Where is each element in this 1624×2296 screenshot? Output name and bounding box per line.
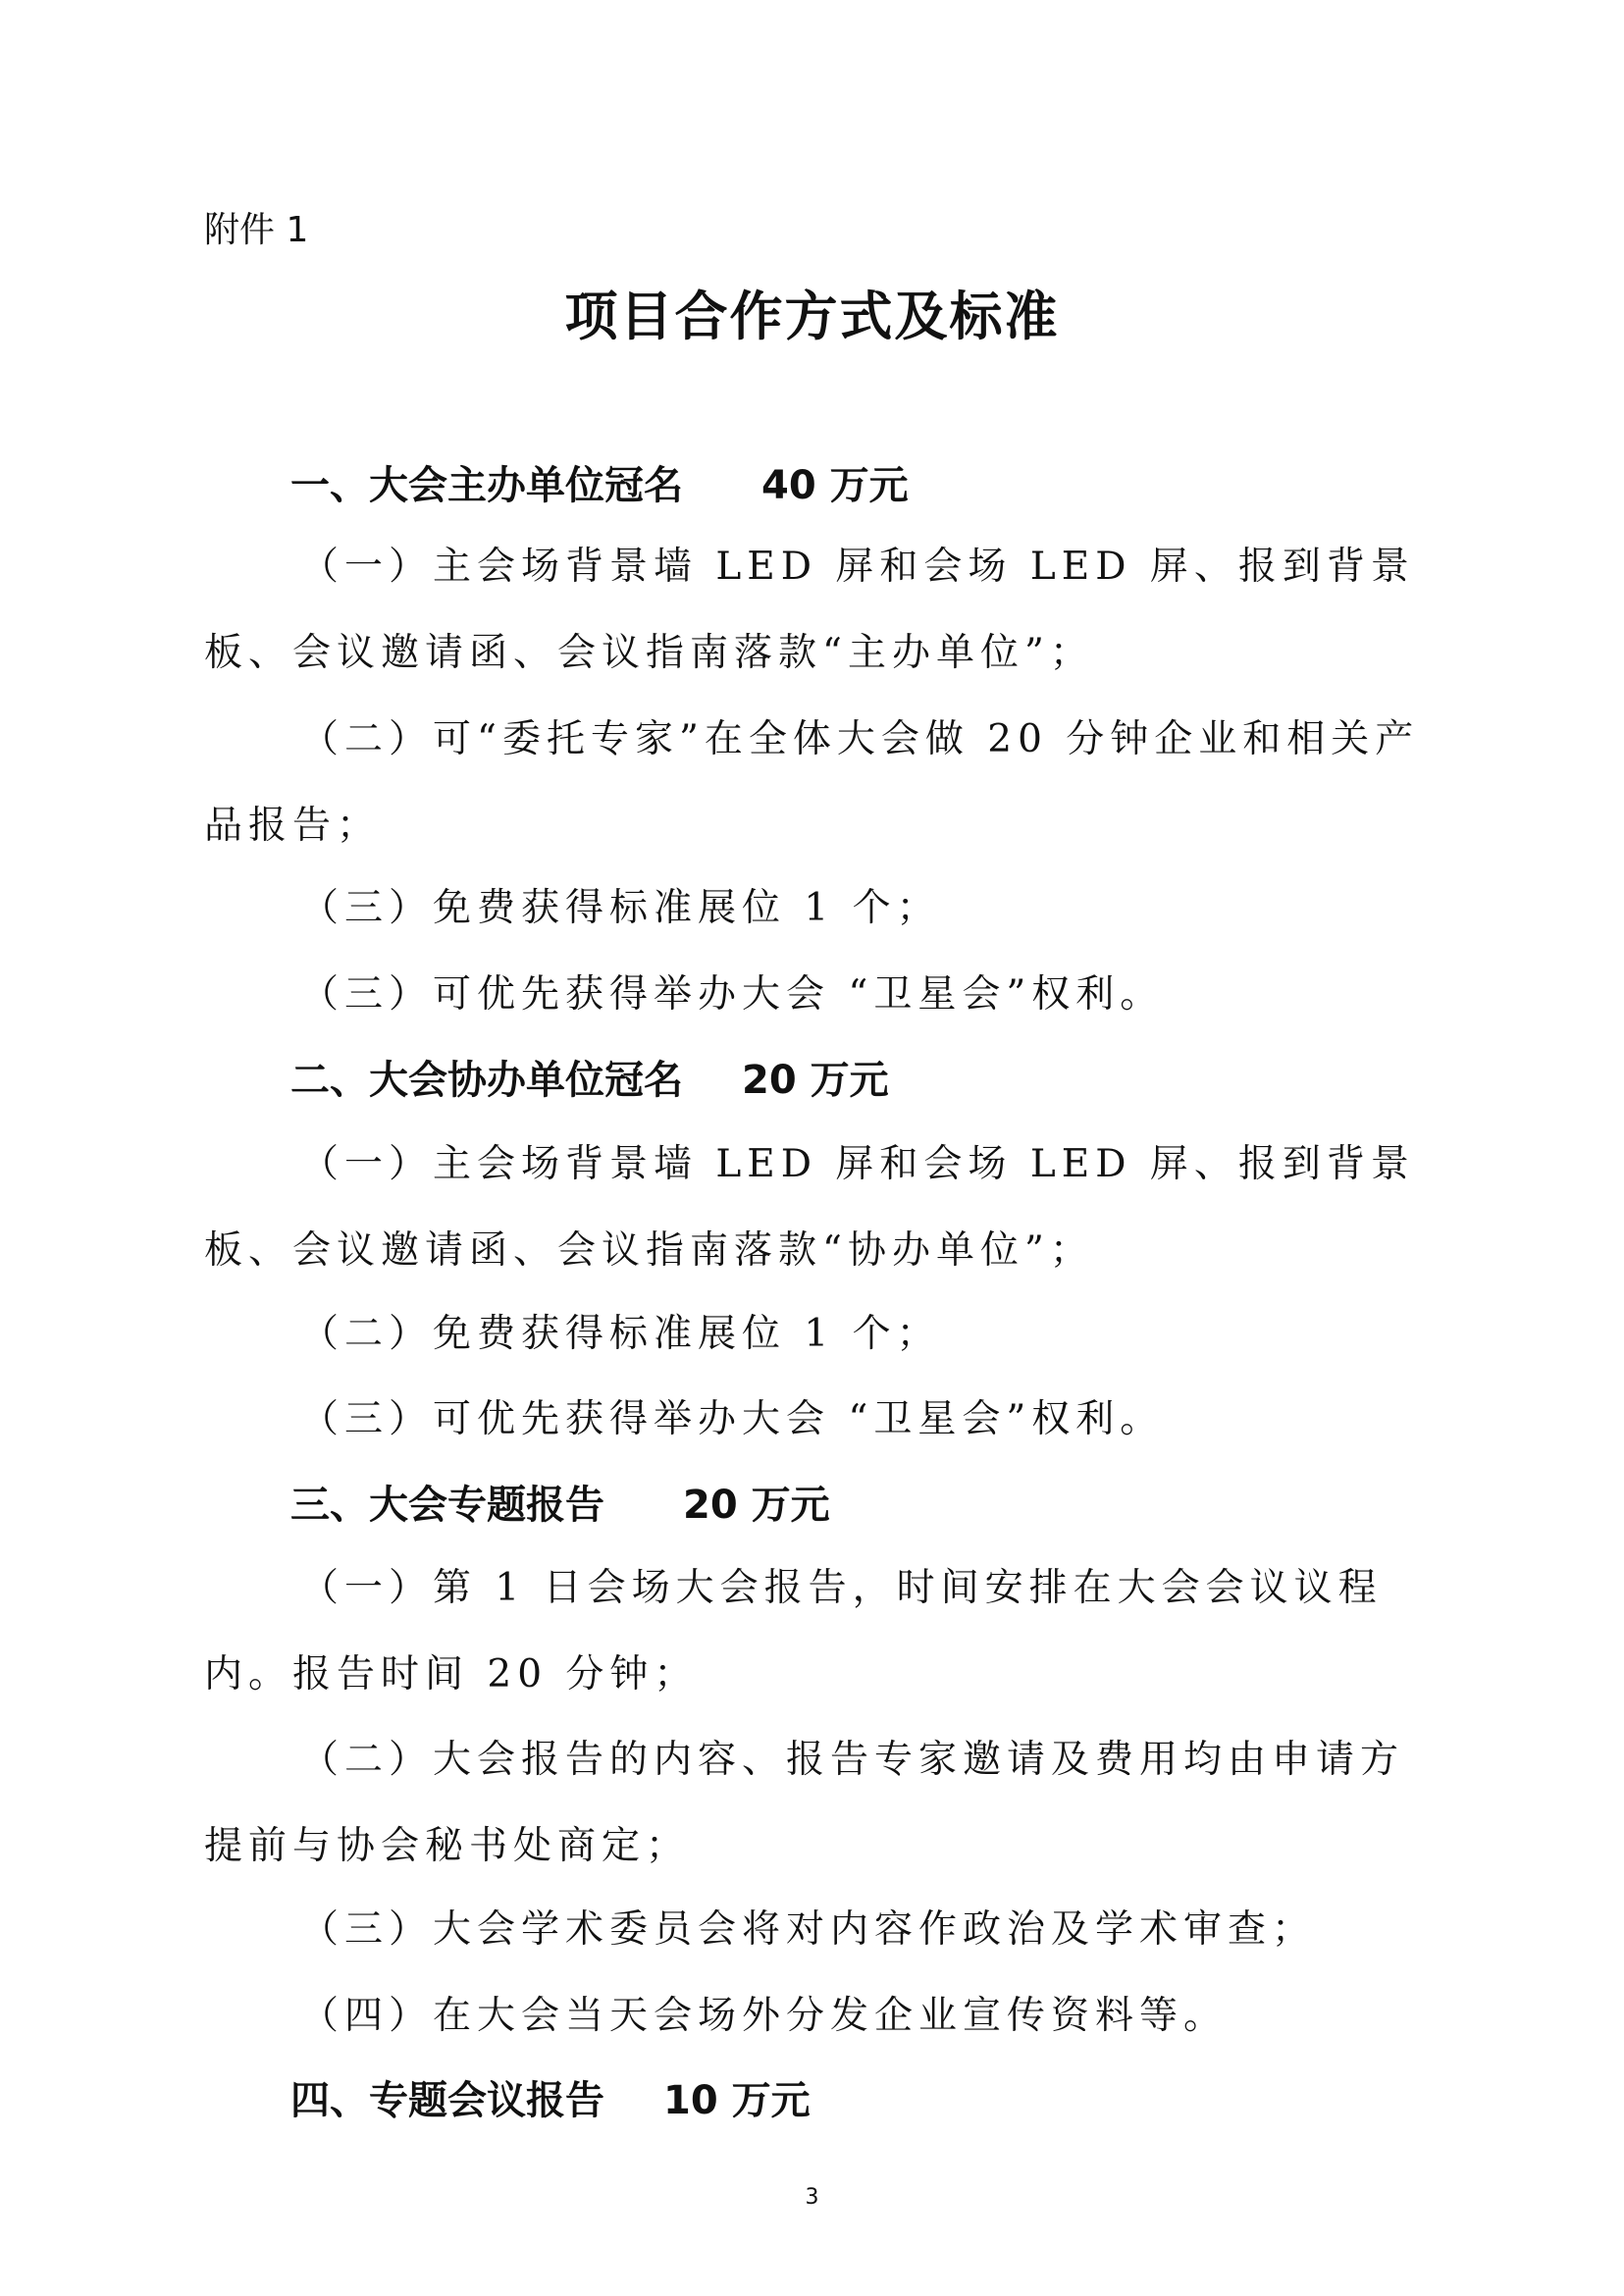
section-amount: 20 万元 <box>742 1058 889 1103</box>
section-1-item-3: （三）免费获得标准展位 1 个； <box>300 886 941 930</box>
section-3-item-4: （四）在大会当天会场外分发企业宣传资料等。 <box>300 1994 1229 2038</box>
section-amount: 10 万元 <box>663 2078 811 2123</box>
section-heading-2 <box>290 1051 889 1110</box>
section-heading-text: 二、大会协办单位冠名 <box>290 1058 683 1103</box>
section-heading-4 <box>290 2071 811 2130</box>
section-heading-text: 四、专题会议报告 <box>290 2078 604 2123</box>
section-1-item-4: （三）可优先获得举办大会 “卫星会”权利。 <box>300 972 1165 1017</box>
section-2-item-1: （一）主会场背景墙 LED 屏和会场 LED 屏、报到背景板、会议邀请函、会议指南落款“协办单位”； <box>204 1142 1415 1273</box>
section-heading-text: 三、大会专题报告 <box>290 1483 604 1528</box>
section-amount: 20 万元 <box>683 1483 830 1528</box>
section-amount: 40 万元 <box>761 463 909 508</box>
section-3-item-3: （三）大会学术委员会将对内容作政治及学术审查； <box>300 1907 1317 1952</box>
section-3-item-1: （一）第 1 日会场大会报告，时间安排在大会会议议程内。报告时间 20 分钟； <box>204 1566 1383 1696</box>
section-heading-text: 一、大会主办单位冠名 <box>290 463 683 508</box>
section-3-item-2: （二）大会报告的内容、报告专家邀请及费用均由申请方提前与协会秘书处商定； <box>204 1738 1405 1868</box>
section-heading-3 <box>290 1476 830 1535</box>
section-2-item-2: （二）免费获得标准展位 1 个； <box>300 1312 941 1356</box>
section-heading-1 <box>290 456 909 515</box>
section-2-item-3: （三）可优先获得举办大会 “卫星会”权利。 <box>300 1397 1165 1441</box>
section-1-item-2: （二）可“委托专家”在全体大会做 20 分钟企业和相关产品报告； <box>204 717 1420 848</box>
section-1-item-1: （一）主会场背景墙 LED 屏和会场 LED 屏、报到背景板、会议邀请函、会议指南落款“主办单位”； <box>204 545 1415 675</box>
page-number: 3 <box>805 2185 819 2210</box>
attachment-label: 附件 1 <box>204 210 309 250</box>
document-title: 项目合作方式及标准 <box>564 286 1060 347</box>
